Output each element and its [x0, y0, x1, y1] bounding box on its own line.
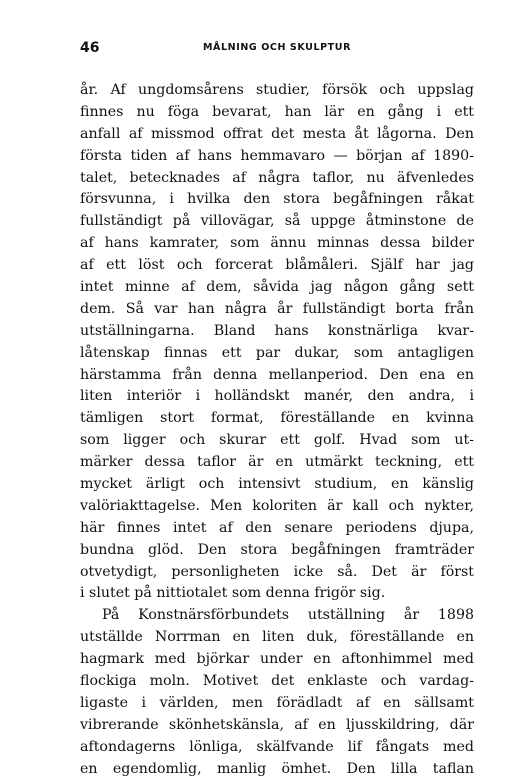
text-line: första tiden af hans hemmavaro — början af 1890- [80, 147, 474, 164]
text-line: talet, betecknades af några taflor, nu äfvenledes [80, 169, 474, 186]
text-line: liten interiör i holländskt manér, den andra, i [80, 388, 474, 405]
text-line: mycket ärligt och intensivt studium, en känslig [80, 476, 474, 493]
text-line: flockiga moln. Motivet det enklaste och vardag- [80, 673, 474, 690]
text-line: intet minne af dem, såvida jag någon gång sett [80, 279, 474, 296]
text-line: här finnes intet af den senare periodens djupa, [80, 519, 474, 536]
text-line: härstamma från denna mellanperiod. Den ena en [80, 366, 474, 383]
text-line: utställde Norrman en liten duk, föreställande en [80, 629, 474, 646]
text-line: aftondagerns lönliga, skälfvande lif fångats med [80, 738, 474, 755]
running-title: MÅLNING OCH SKULPTUR [203, 42, 351, 53]
text-line: försvunna, i hvilka den stora begåfningen råkat [80, 191, 474, 208]
text-line: en egendomlig, manlig ömhet. Den lilla taflan [80, 760, 474, 777]
text-line: fullständigt på villovägar, så uppge åtminstone de [80, 213, 474, 230]
text-line: af hans kamrater, som ännu minnas dessa bilder [80, 235, 474, 252]
running-head [80, 40, 474, 62]
text-line: anfall af missmod offrat det mesta åt lågorna. Den [80, 125, 474, 142]
book-page [80, 40, 474, 781]
text-line: märker dessa taflor är en utmärkt teckning, ett [80, 454, 474, 471]
text-line: utställningarna. Bland hans konstnärliga kvar- [80, 322, 474, 339]
text-line: låtenskap finnas ett par dukar, som antagligen [80, 344, 474, 361]
text-line: år. Af ungdomsårens studier, försök och uppslag [80, 82, 474, 98]
text-line: valöriakttagelse. Men koloriten är kall och nykter, [80, 497, 474, 514]
text-line: På Konstnärsförbundets utställning år 1898 [102, 607, 474, 624]
page-number: 46 [80, 40, 100, 56]
text-line: dem. Så var han några år fullständigt borta från [80, 300, 474, 317]
text-line: hagmark med björkar under en aftonhimmel med [80, 651, 474, 668]
text-line: i slutet på nittiotalet som denna frigör sig. [80, 585, 386, 602]
text-line: af ett löst och forcerat blåmåleri. Själf har jag [80, 257, 474, 274]
body-text [80, 80, 474, 781]
text-line: finnes nu föga bevarat, han lär en gång i ett [80, 103, 474, 120]
text-line: som ligger och skurar ett golf. Hvad som ut- [80, 432, 474, 449]
text-line: tämligen stort format, föreställande en kvinna [80, 410, 474, 427]
text-line: ligaste i världen, men förädladt af en sällsamt [80, 694, 474, 711]
text-line: bundna glöd. Den stora begåfningen framträder [80, 541, 474, 558]
text-line: vibrerande skönhetskänsla, af en ljusskildring, där [80, 716, 474, 733]
text-line: otvetydigt, personligheten icke så. Det är först [80, 563, 474, 580]
